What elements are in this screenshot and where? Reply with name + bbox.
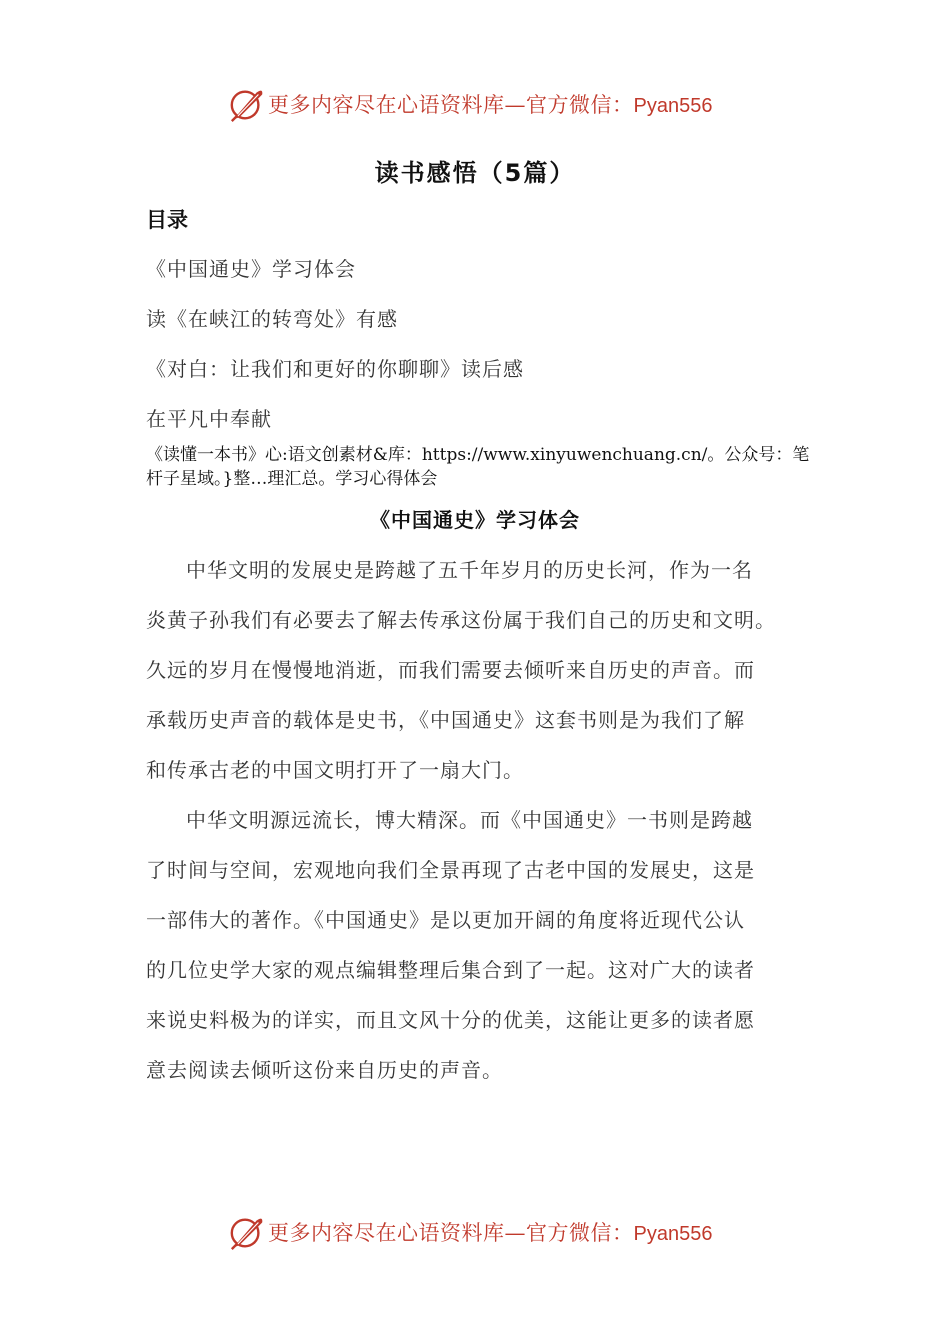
toc-item: 《对白：让我们和更好的你聊聊》读后感 [146, 357, 524, 381]
quill-logo-icon [228, 1213, 266, 1251]
toc-item-watermarked: 《读懂一本书》心:语文创素材&库：https://www.xinyuwenchuang.cn/。公众号：笔杆子星域。}整…理汇总。学习心得体会 [146, 445, 810, 489]
toc-heading: 目录 [146, 208, 188, 232]
banner-main-text: 更多内容尽在心语资料库—官方微信： [268, 1221, 634, 1245]
section-body [146, 550, 816, 1100]
paragraph-line: 了时间与空间，宏观地向我们全景再现了古老中国的发展史，这是 [146, 858, 755, 882]
toc-item: 《中国通史》学习体会 [146, 257, 356, 281]
paragraph-line: 久远的岁月在慢慢地消逝，而我们需要去倾听来自历史的声音。而 [146, 658, 755, 682]
banner-wechat-id: Pyan556 [633, 95, 713, 117]
section-title: 《中国通史》学习体会 [370, 508, 580, 532]
paragraph-line: 一部伟大的著作。《中国通史》是以更加开阔的角度将近现代公认 [146, 908, 745, 932]
banner-wechat-id: Pyan556 [633, 1223, 713, 1245]
paragraph-line: 的几位史学大家的观点编辑整理后集合到了一起。这对广大的读者 [146, 958, 755, 982]
paragraph-line: 意去阅读去倾听这份来自历史的声音。 [146, 1058, 503, 1082]
banner-main-text: 更多内容尽在心语资料库—官方微信： [268, 93, 634, 117]
banner-text [268, 1217, 712, 1247]
paragraph-line: 炎黄子孙我们有必要去了解去传承这份属于我们自己的历史和文明。 [146, 608, 776, 632]
document-title: 读书感悟（5篇） [374, 159, 576, 187]
toc-item: 读《在峡江的转弯处》有感 [146, 307, 398, 331]
paragraph-line: 中华文明源远流长，博大精深。而《中国通史》一书则是跨越 [186, 808, 753, 832]
quill-logo-icon [228, 85, 266, 123]
paragraph-line: 和传承古老的中国文明打开了一扇大门。 [146, 758, 524, 782]
paragraph-line: 来说史料极为的详实，而且文风十分的优美，这能让更多的读者愿 [146, 1008, 755, 1032]
banner-text [268, 89, 712, 119]
header-banner [228, 84, 712, 124]
toc-list [146, 254, 524, 454]
toc-item: 在平凡中奉献 [146, 407, 272, 431]
paragraph-line: 承载历史声音的载体是史书，《中国通史》这套书则是为我们了解 [146, 708, 745, 732]
paragraph-line: 中华文明的发展史是跨越了五千年岁月的历史长河，作为一名 [186, 558, 753, 582]
footer-banner [228, 1212, 712, 1252]
